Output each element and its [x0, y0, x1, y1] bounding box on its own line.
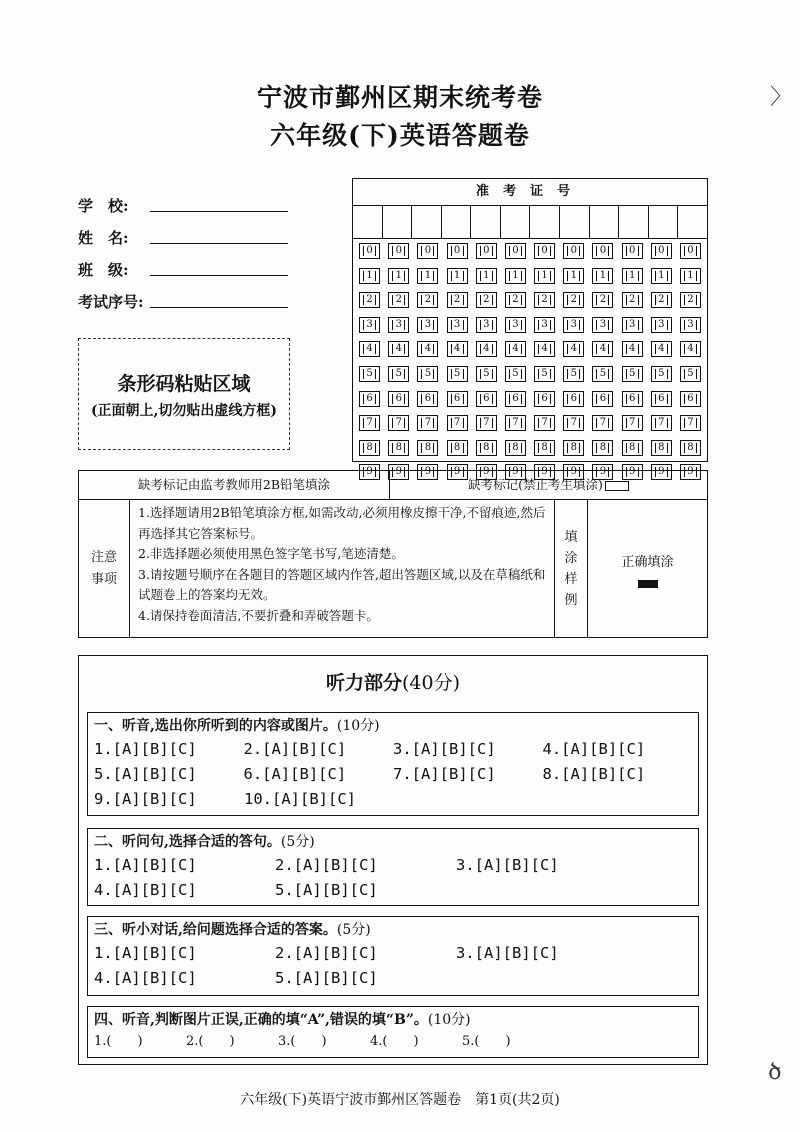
exam-id-bubble[interactable]: 0 [476, 243, 497, 259]
absent-mark-box [605, 481, 629, 491]
judgement-answer[interactable]: 5.( ) [462, 1034, 511, 1049]
exam-id-bubble[interactable]: 7 [476, 415, 497, 431]
section-3-points: (5分) [336, 922, 371, 938]
sample-area [588, 500, 707, 638]
exam-id-bubble[interactable]: 1 [417, 268, 438, 284]
exam-id-bubble[interactable]: 8 [534, 440, 555, 456]
exam-id-title: 准考证号 [353, 179, 707, 206]
exam-id-bubble[interactable]: 0 [592, 243, 613, 259]
exam-id-bubble[interactable]: 2 [417, 292, 438, 308]
exam-id-bubble[interactable]: 8 [563, 440, 584, 456]
notice-item: 1.选择题请用2B铅笔填涂方框,如需改动,必须用橡皮擦干净,不留痕迹,然后再选择其它答案标号。 [138, 505, 546, 541]
name-field[interactable] [150, 225, 288, 244]
exam-id-bubble[interactable]: 5 [563, 366, 584, 382]
exam-id-bubble-column [588, 243, 617, 489]
exam-seq-field[interactable] [150, 289, 288, 308]
exam-id-bubble[interactable]: 8 [651, 440, 672, 456]
exam-id-bubble[interactable]: 3 [592, 317, 613, 333]
exam-id-bubble[interactable]: 4 [447, 341, 468, 357]
sample-label-char: 填 [564, 530, 578, 545]
exam-id-bubble[interactable]: 2 [680, 292, 701, 308]
listening-title-text: 听力部分 [325, 672, 402, 694]
exam-id-bubble[interactable]: 4 [359, 341, 380, 357]
section-2 [87, 828, 699, 906]
exam-id-bubble[interactable]: 8 [592, 440, 613, 456]
answer-choice-group[interactable]: 4.[A][B][C] [94, 969, 197, 987]
exam-id-bubble[interactable]: 1 [447, 268, 468, 284]
section-3-title-text: 三、听小对话,给问题选择合适的答案。 [94, 922, 337, 938]
exam-id-bubble[interactable]: 5 [447, 366, 468, 382]
exam-id-bubble[interactable]: 2 [505, 292, 526, 308]
exam-id-bubble[interactable]: 3 [563, 317, 584, 333]
notice-items [130, 500, 555, 638]
exam-id-bubble[interactable]: 0 [563, 243, 584, 259]
exam-id-bubble[interactable]: 9 [505, 464, 526, 480]
exam-id-bubble[interactable]: 4 [505, 341, 526, 357]
answer-choice-group[interactable]: 1.[A][B][C] [94, 856, 197, 874]
exam-id-bubble[interactable]: 7 [447, 415, 468, 431]
exam-id-bubble[interactable]: 7 [534, 415, 555, 431]
section-2-answers [94, 853, 692, 903]
edge-mark-top: 〉 [770, 85, 793, 110]
section-4-title-text: 四、听音,判断图片正误,正确的填“A”,错误的填“B”。 [94, 1012, 428, 1028]
exam-id-bubble[interactable]: 8 [388, 440, 409, 456]
exam-id-bubble[interactable]: 1 [651, 268, 672, 284]
exam-id-bubble[interactable]: 6 [388, 391, 409, 407]
exam-id-bubble[interactable]: 2 [534, 292, 555, 308]
judgement-answer[interactable]: 4.( ) [370, 1034, 419, 1049]
exam-id-bubble[interactable]: 0 [447, 243, 468, 259]
notice-label [79, 500, 130, 638]
exam-id-bubble[interactable]: 2 [476, 292, 497, 308]
exam-id-bubble[interactable]: 9 [359, 464, 380, 480]
sample-label-char: 例 [564, 593, 578, 608]
exam-id-bubble[interactable]: 6 [447, 391, 468, 407]
exam-id-bubble-column [618, 243, 647, 489]
exam-id-bubble[interactable]: 1 [388, 268, 409, 284]
exam-id-bubble[interactable]: 8 [447, 440, 468, 456]
exam-id-bubble-column [413, 243, 442, 489]
page-title: 宁波市鄞州区期末统考卷 [256, 83, 543, 112]
section-1 [87, 712, 699, 816]
exam-id-bubble[interactable]: 9 [651, 464, 672, 480]
listening-title [79, 668, 707, 708]
exam-id-bubble[interactable]: 0 [388, 243, 409, 259]
exam-id-bubble[interactable]: 7 [680, 415, 701, 431]
exam-id-bubble-grid [353, 239, 707, 489]
exam-id-bubble[interactable]: 6 [680, 391, 701, 407]
exam-id-bubble[interactable]: 3 [359, 317, 380, 333]
exam-id-bubble-column [559, 243, 588, 489]
answer-choice-group[interactable]: 1.[A][B][C] [94, 944, 197, 962]
notice-body [79, 500, 707, 638]
answer-row [94, 966, 692, 991]
answer-choice-group[interactable]: 5.[A][B][C] [94, 765, 197, 783]
exam-id-bubble[interactable]: 4 [592, 341, 613, 357]
answer-choice-group[interactable]: 9.[A][B][C] [94, 790, 197, 808]
notice-box [78, 470, 708, 638]
exam-id-digit-cell[interactable] [471, 206, 501, 238]
name-row [78, 216, 288, 248]
answer-choice-group[interactable]: 5.[A][B][C] [275, 969, 378, 987]
exam-id-bubble[interactable]: 9 [563, 464, 584, 480]
answer-row [94, 878, 692, 903]
answer-choice-group[interactable]: 10.[A][B][C] [244, 790, 356, 808]
exam-id-bubble[interactable]: 8 [505, 440, 526, 456]
exam-id-bubble[interactable]: 8 [622, 440, 643, 456]
answer-choice-group[interactable]: 3.[A][B][C] [393, 740, 496, 758]
answer-choice-group[interactable]: 2.[A][B][C] [275, 944, 378, 962]
section-1-title-text: 一、听音,选出你所听到的内容或图片。 [94, 718, 337, 734]
exam-id-bubble[interactable]: 6 [622, 391, 643, 407]
exam-id-bubble[interactable]: 5 [592, 366, 613, 382]
section-4 [87, 1006, 699, 1058]
exam-id-box [352, 178, 708, 478]
exam-seq-row [78, 280, 288, 312]
exam-id-bubble[interactable]: 7 [388, 415, 409, 431]
exam-id-bubble[interactable]: 0 [505, 243, 526, 259]
exam-id-bubble[interactable]: 7 [592, 415, 613, 431]
answer-choice-group[interactable]: 2.[A][B][C] [275, 856, 378, 874]
exam-id-bubble[interactable]: 2 [359, 292, 380, 308]
section-1-points: (10分) [336, 718, 380, 734]
answer-choice-group[interactable]: 6.[A][B][C] [243, 765, 347, 783]
absent-instruction: 缺考标记由监考教师用2B铅笔填涂 [79, 471, 390, 499]
answer-choice-group[interactable]: 2.[A][B][C] [243, 740, 347, 758]
answer-row [94, 853, 692, 878]
answer-choice-group[interactable]: 4.[A][B][C] [94, 881, 197, 899]
exam-id-digit-cell[interactable] [501, 206, 531, 238]
exam-id-bubble[interactable]: 8 [476, 440, 497, 456]
exam-id-bubble-column [384, 243, 413, 489]
exam-id-bubble[interactable]: 4 [680, 341, 701, 357]
exam-id-bubble[interactable]: 4 [534, 341, 555, 357]
school-label: 学 校: [78, 197, 129, 215]
exam-id-bubble[interactable]: 3 [388, 317, 409, 333]
exam-id-bubble[interactable]: 9 [680, 464, 701, 480]
exam-id-bubble[interactable]: 6 [592, 391, 613, 407]
exam-id-bubble[interactable]: 6 [651, 391, 672, 407]
exam-id-bubble[interactable]: 4 [622, 341, 643, 357]
answer-choice-group[interactable]: 1.[A][B][C] [94, 740, 197, 758]
exam-id-bubble[interactable]: 4 [651, 341, 672, 357]
exam-id-bubble[interactable]: 7 [359, 415, 380, 431]
sample-label-char: 涂 [564, 551, 578, 566]
answer-choice-group[interactable]: 3.[A][B][C] [456, 944, 559, 962]
exam-id-digit-cell[interactable] [353, 206, 383, 238]
exam-id-bubble[interactable]: 2 [651, 292, 672, 308]
name-label: 姓 名: [78, 229, 129, 247]
exam-id-bubble[interactable]: 2 [388, 292, 409, 308]
section-4-points: (10分) [427, 1012, 471, 1028]
exam-id-bubble[interactable]: 0 [680, 243, 701, 259]
exam-id-bubble[interactable]: 5 [680, 366, 701, 382]
class-row [78, 248, 288, 280]
sample-label [555, 500, 588, 638]
exam-id-bubble[interactable]: 4 [388, 341, 409, 357]
exam-id-bubble[interactable]: 6 [359, 391, 380, 407]
exam-id-bubble[interactable]: 9 [476, 464, 497, 480]
exam-id-bubble[interactable]: 3 [417, 317, 438, 333]
school-field[interactable] [150, 193, 288, 212]
listening-section [78, 655, 708, 1065]
exam-id-bubble[interactable]: 9 [534, 464, 555, 480]
exam-id-bubble[interactable]: 1 [680, 268, 701, 284]
judgement-answer[interactable]: 2.( ) [186, 1034, 235, 1049]
section-4-answers [94, 1031, 692, 1053]
exam-id-bubble[interactable]: 1 [592, 268, 613, 284]
edge-mark-bottom: ծ [768, 1060, 782, 1085]
exam-id-write-cells [353, 206, 707, 239]
exam-id-digit-cell[interactable] [590, 206, 620, 238]
exam-id-bubble[interactable]: 1 [359, 268, 380, 284]
exam-id-bubble[interactable]: 3 [680, 317, 701, 333]
exam-id-bubble-column [530, 243, 559, 489]
exam-id-bubble[interactable]: 5 [476, 366, 497, 382]
exam-id-bubble-column [501, 243, 530, 489]
exam-id-bubble[interactable]: 1 [534, 268, 555, 284]
absent-row [79, 471, 707, 500]
section-2-points: (5分) [280, 834, 315, 850]
exam-seq-label: 考试序号: [78, 293, 144, 311]
listening-score: (40分) [402, 672, 461, 694]
section-2-title [94, 831, 692, 853]
exam-id-digit-cell[interactable] [619, 206, 649, 238]
section-1-answers [94, 737, 692, 812]
section-2-title-text: 二、听问句,选择合适的答句。 [94, 834, 281, 850]
barcode-area [78, 338, 290, 450]
exam-id-bubble[interactable]: 5 [651, 366, 672, 382]
exam-id-bubble[interactable]: 8 [359, 440, 380, 456]
section-3-title [94, 919, 692, 941]
exam-id-bubble[interactable]: 2 [622, 292, 643, 308]
barcode-note: (正面朝上,切勿贴出虚线方框) [90, 403, 278, 419]
exam-id-bubble[interactable]: 6 [505, 391, 526, 407]
absent-mark-label: 缺考标记(禁止考生填涂) [468, 477, 603, 492]
exam-id-bubble[interactable]: 2 [592, 292, 613, 308]
class-field[interactable] [150, 257, 288, 276]
exam-id-bubble[interactable]: 4 [476, 341, 497, 357]
exam-id-bubble[interactable]: 1 [505, 268, 526, 284]
exam-id-digit-cell[interactable] [412, 206, 442, 238]
exam-id-bubble[interactable]: 5 [505, 366, 526, 382]
student-info [78, 184, 288, 312]
answer-row [94, 941, 692, 966]
exam-id-bubble-column [443, 243, 472, 489]
exam-id-bubble-column [355, 243, 384, 489]
sample-text: 正确填涂 [621, 554, 674, 570]
exam-id-bubble[interactable]: 9 [622, 464, 643, 480]
exam-id-bubble[interactable]: 5 [388, 366, 409, 382]
exam-id-bubble[interactable]: 4 [417, 341, 438, 357]
judgement-answer[interactable]: 3.( ) [278, 1034, 327, 1049]
exam-id-bubble-column [676, 243, 705, 489]
exam-id-bubble[interactable]: 6 [476, 391, 497, 407]
exam-id-bubble[interactable]: 0 [417, 243, 438, 259]
answer-row [94, 737, 692, 762]
exam-id-bubble[interactable]: 9 [388, 464, 409, 480]
exam-id-digit-cell[interactable] [530, 206, 560, 238]
exam-id-bubble-column [647, 243, 676, 489]
page-subtitle: 六年级(下)英语答题卷 [270, 121, 530, 150]
section-3 [87, 916, 699, 996]
exam-id-bubble[interactable]: 1 [476, 268, 497, 284]
exam-id-digit-cell[interactable] [560, 206, 590, 238]
exam-id-digit-cell[interactable] [383, 206, 413, 238]
exam-id-bubble[interactable]: 2 [447, 292, 468, 308]
exam-id-bubble[interactable]: 0 [534, 243, 555, 259]
judgement-answer[interactable]: 1.( ) [94, 1034, 143, 1049]
answer-choice-group[interactable]: 7.[A][B][C] [393, 765, 496, 783]
sample-label-char: 样 [564, 572, 578, 587]
exam-id-bubble[interactable]: 3 [476, 317, 497, 333]
exam-id-bubble[interactable]: 7 [417, 415, 438, 431]
section-1-title [94, 715, 692, 737]
exam-id-digit-cell[interactable] [442, 206, 472, 238]
exam-id-bubble[interactable]: 6 [417, 391, 438, 407]
exam-id-bubble[interactable]: 9 [592, 464, 613, 480]
exam-id-bubble[interactable]: 0 [359, 243, 380, 259]
notice-label-line2: 事项 [90, 572, 117, 587]
page-footer: 六年级(下)英语宁波市鄞州区答题卷 第1页(共2页) [240, 1092, 560, 1108]
school-row [78, 184, 288, 216]
exam-id-bubble[interactable]: 7 [505, 415, 526, 431]
section-4-title [94, 1009, 692, 1031]
exam-id-bubble[interactable]: 2 [563, 292, 584, 308]
class-label: 班 级: [78, 261, 129, 279]
exam-id-bubble[interactable]: 7 [651, 415, 672, 431]
filled-mark-example [638, 580, 658, 588]
exam-id-bubble[interactable]: 7 [622, 415, 643, 431]
answer-row [94, 787, 692, 812]
exam-id-digit-cell[interactable] [649, 206, 679, 238]
exam-id-bubble[interactable]: 5 [534, 366, 555, 382]
answer-choice-group[interactable]: 8.[A][B][C] [542, 765, 646, 783]
exam-id-bubble[interactable]: 3 [447, 317, 468, 333]
exam-id-bubble[interactable]: 8 [680, 440, 701, 456]
exam-id-bubble[interactable]: 6 [534, 391, 555, 407]
exam-id-bubble[interactable]: 9 [447, 464, 468, 480]
exam-id-bubble[interactable]: 1 [563, 268, 584, 284]
notice-item: 4.请保持卷面清洁,不要折叠和弄破答题卡。 [138, 607, 379, 623]
notice-item: 3.请按题号顺序在各题目的答题区域内作答,超出答题区域,以及在草稿纸和试题卷上的答案均无效。 [138, 566, 546, 602]
answer-row [94, 762, 692, 787]
exam-id-bubble[interactable]: 9 [417, 464, 438, 480]
notice-item: 2.非选择题必须使用黑色签字笔书写,笔迹清楚。 [138, 546, 404, 561]
exam-id-bubble[interactable]: 0 [622, 243, 643, 259]
answer-choice-group[interactable]: 4.[A][B][C] [542, 740, 646, 758]
exam-id-bubble[interactable]: 7 [563, 415, 584, 431]
answer-choice-group[interactable]: 3.[A][B][C] [456, 856, 559, 874]
notice-label-line1: 注意 [90, 550, 117, 565]
exam-id-bubble[interactable]: 3 [505, 317, 526, 333]
section-3-answers [94, 941, 692, 991]
exam-id-bubble[interactable]: 3 [534, 317, 555, 333]
exam-id-bubble[interactable]: 5 [417, 366, 438, 382]
exam-id-bubble[interactable]: 6 [563, 391, 584, 407]
exam-id-digit-cell[interactable] [678, 206, 707, 238]
exam-id-bubble[interactable]: 8 [417, 440, 438, 456]
barcode-title: 条形码粘贴区域 [117, 373, 251, 395]
absent-mark-area [390, 471, 707, 499]
answer-choice-group[interactable]: 5.[A][B][C] [275, 881, 378, 899]
exam-id-bubble[interactable]: 3 [622, 317, 643, 333]
exam-id-bubble[interactable]: 3 [651, 317, 672, 333]
exam-id-bubble[interactable]: 5 [359, 366, 380, 382]
exam-id-bubble[interactable]: 0 [651, 243, 672, 259]
exam-id-bubble[interactable]: 4 [563, 341, 584, 357]
exam-id-bubble[interactable]: 1 [622, 268, 643, 284]
exam-id-bubble-column [472, 243, 501, 489]
exam-id-bubble[interactable]: 5 [622, 366, 643, 382]
